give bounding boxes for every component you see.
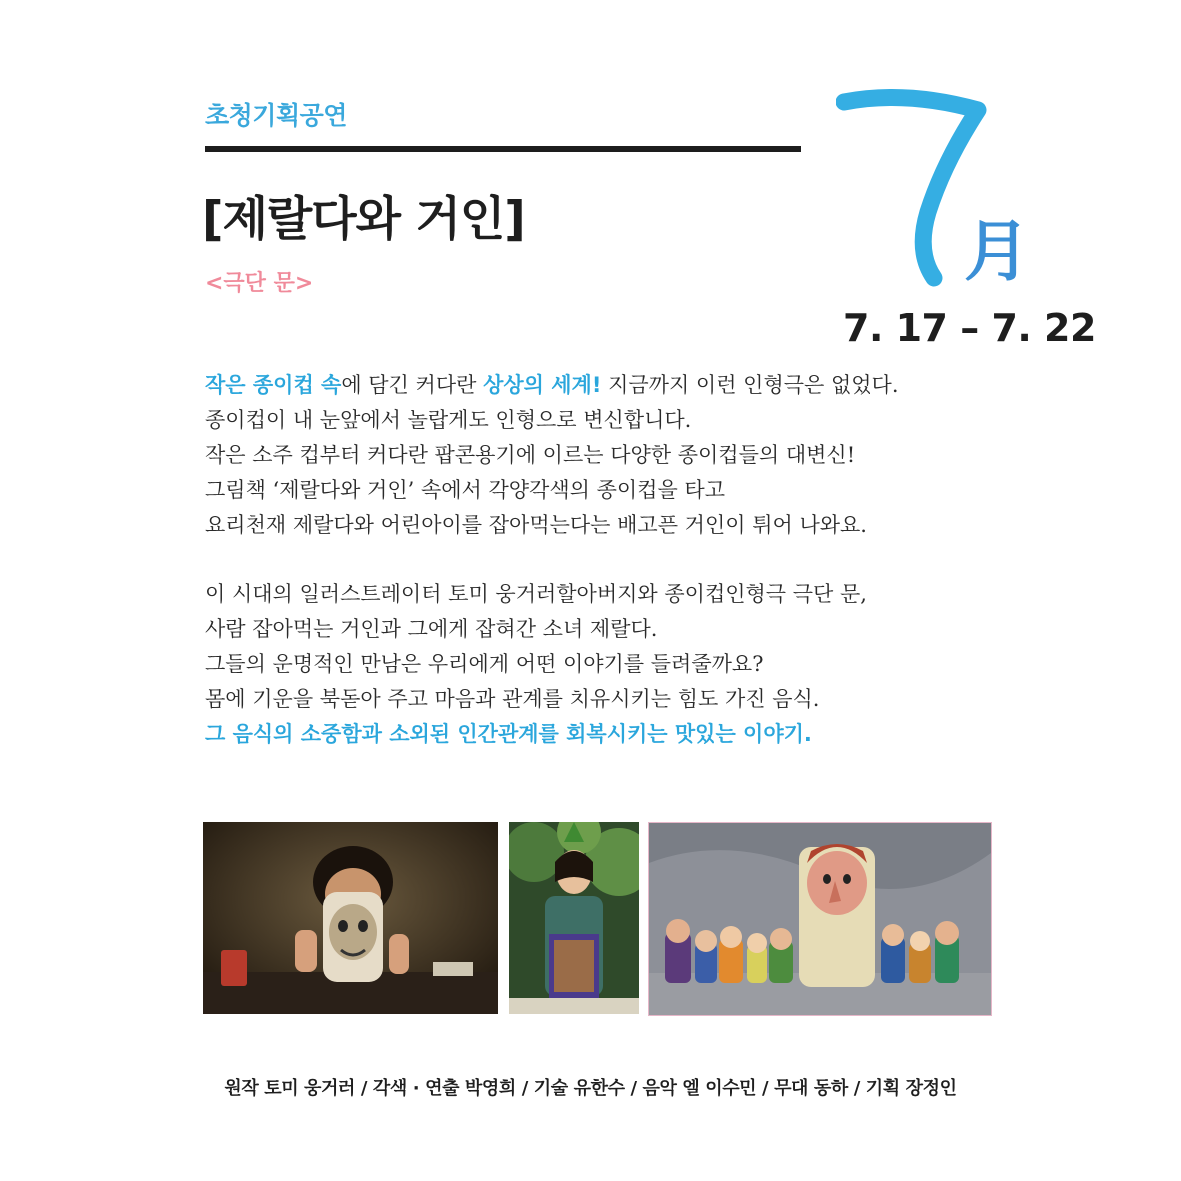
body-text: 에 담긴 커다란 <box>341 373 484 397</box>
photo-performer-book <box>509 822 639 1014</box>
date-range: 7. 17 – 7. 22 <box>843 306 1096 350</box>
highlight-text: 상상의 세계! <box>483 373 602 397</box>
description <box>205 368 1025 752</box>
body-line: 그림책 ‘제랄다와 거인’ 속에서 각양각색의 종이컵을 타고 <box>205 478 725 502</box>
month-number: 7 <box>836 82 837 83</box>
body-line: 작은 소주 컵부터 커다란 팝콘용기에 이르는 다양한 종이컵들의 대변신! <box>205 443 856 467</box>
page-title: [제랄다와 거인] <box>202 192 525 247</box>
paragraph-gap <box>205 543 1025 577</box>
highlight-text: 작은 종이컵 속 <box>205 373 342 397</box>
body-line: 그들의 운명적인 만남은 우리에게 어떤 이야기를 들려줄까요? <box>205 652 764 676</box>
header-rule <box>205 146 801 152</box>
credits-line: 원작 토미 웅거러 / 각색 · 연출 박영희 / 기술 유한수 / 음악 엘 이수민 / 무대 동하 / 기획 장정인 <box>224 1078 957 1099</box>
body-line: 몸에 기운을 북돋아 주고 마음과 관계를 치유시키는 힘도 가진 음식. <box>205 687 820 711</box>
company-label: <극단 문> <box>205 271 314 296</box>
kicker-label: 초청기획공연 <box>205 101 347 130</box>
body-line: 사람 잡아먹는 거인과 그에게 잡혀간 소녀 제랄다. <box>205 617 658 641</box>
photo-puppet-collection <box>648 822 992 1016</box>
body-line <box>205 368 1025 403</box>
body-line: 이 시대의 일러스트레이터 토미 웅거러할아버지와 종이컵인형극 극단 문, <box>205 582 867 606</box>
body-line: 종이컵이 내 눈앞에서 놀랍게도 인형으로 변신합니다. <box>205 408 692 432</box>
body-line: 요리천재 제랄다와 어린아이를 잡아먹는다는 배고픈 거인이 튀어 나와요. <box>205 513 867 537</box>
body-text: 지금까지 이런 인형극은 없었다. <box>601 373 899 397</box>
photo-performer-puppet <box>203 822 498 1014</box>
body-line: 그 음식의 소중함과 소외된 인간관계를 회복시키는 맛있는 이야기. <box>205 722 812 746</box>
month-unit: 月 <box>964 213 1026 290</box>
month-badge <box>836 82 1026 294</box>
month-graphic <box>836 82 1026 294</box>
month-seven-shape <box>844 98 978 279</box>
